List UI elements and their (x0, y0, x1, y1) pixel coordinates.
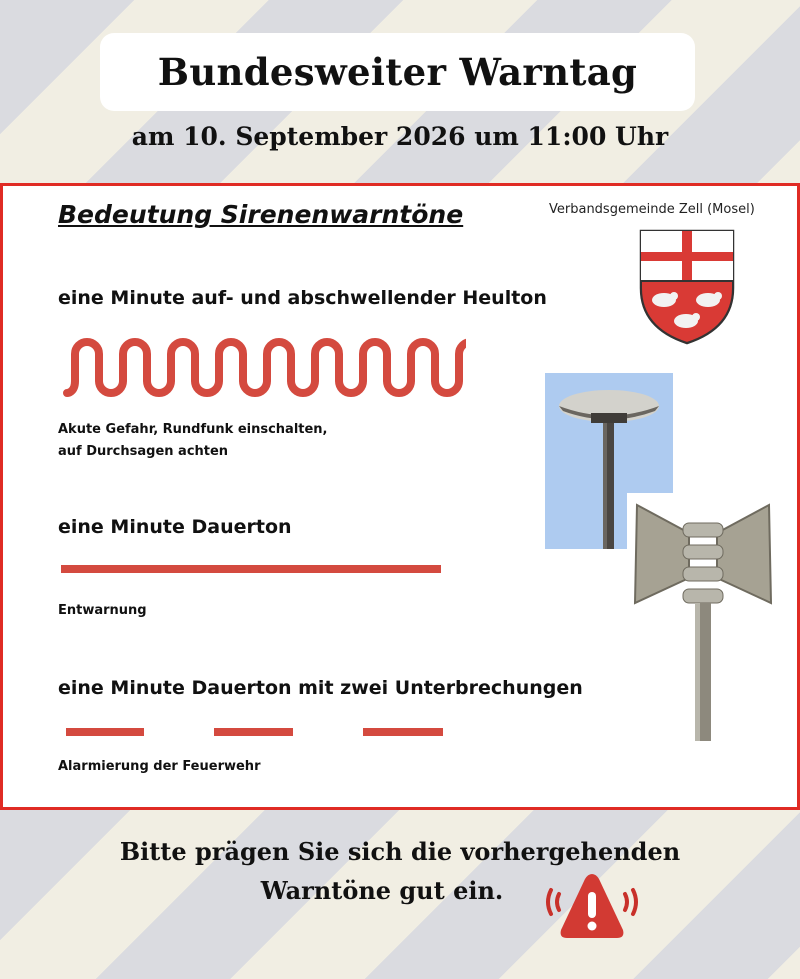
interrupted-tone-segment (66, 728, 144, 736)
footer-line-2: Warntöne gut ein. (260, 876, 504, 905)
card-heading: Bedeutung Sirenenwarntöne (58, 200, 464, 229)
tone-meaning-interrupted: Alarmierung der Feuerwehr (58, 759, 261, 774)
tone-meaning-continuous: Entwarnung (58, 603, 147, 618)
siren-info-card (0, 183, 800, 810)
interrupted-tone-segment (363, 728, 443, 736)
tone-label-interrupted: eine Minute Dauerton mit zwei Unterbrechungen (58, 677, 583, 699)
wailing-tone-pattern (61, 336, 466, 401)
title-banner (100, 33, 695, 111)
horn-siren-image (627, 493, 779, 741)
meaning-line: auf Durchsagen achten (58, 444, 229, 459)
event-date: am 10. September 2026 um 11:00 Uhr (131, 122, 669, 151)
tone-label-continuous: eine Minute Dauerton (58, 516, 292, 538)
warning-siren-icon (543, 870, 641, 942)
tone-label-wail: eine Minute auf- und abschwellender Heulton (58, 287, 547, 309)
tone-meaning-wail (58, 419, 328, 463)
footer-line-1: Bitte prägen Sie sich die vorhergehenden (119, 837, 681, 866)
municipality-label: Verbandsgemeinde Zell (Mosel) (549, 202, 755, 217)
meaning-line: Akute Gefahr, Rundfunk einschalten, (58, 422, 328, 437)
interrupted-tone-segment (214, 728, 293, 736)
footer-message (0, 832, 800, 910)
coat-of-arms-icon (638, 228, 736, 346)
page-title: Bundesweiter Warntag (157, 50, 638, 94)
continuous-tone-pattern (61, 565, 441, 573)
